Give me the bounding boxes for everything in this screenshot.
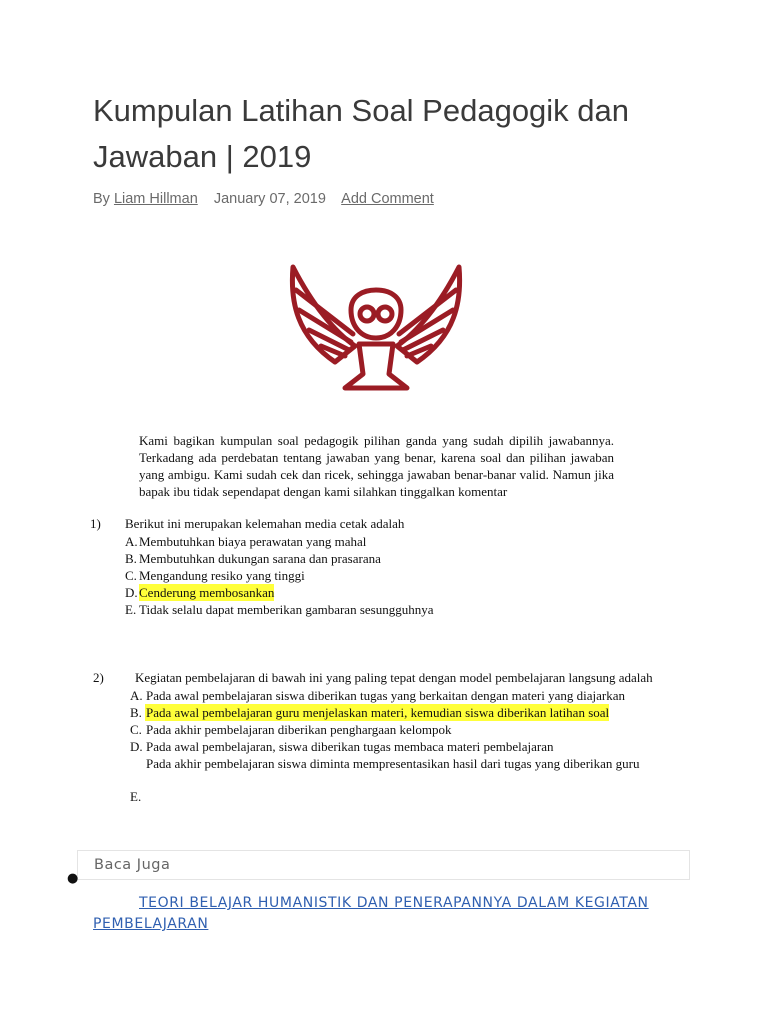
option-text: Mengandung resiko yang tinggi [139, 568, 305, 583]
byline [93, 191, 434, 207]
publish-date: January 07, 2019 [213, 191, 326, 207]
list-bullet: ● [67, 871, 79, 886]
option-text: Pada akhir pembelajaran diberikan penghargaan kelompok [146, 722, 452, 737]
option-text: Membutuhkan biaya perawatan yang mahal [139, 534, 367, 549]
correct-answer-highlight: Cenderung membosankan [139, 585, 275, 600]
option-letter: A. [130, 688, 143, 703]
owl-emblem-icon [287, 264, 465, 394]
baca-juga-box [77, 850, 690, 880]
question-text: Berikut ini merupakan kelemahan media cetak adalah [125, 516, 405, 531]
option-text: Pada awal pembelajaran siswa diberikan tugas yang berkaitan dengan materi yang diajarkan [146, 688, 626, 703]
add-comment-link[interactable]: Add Comment [341, 191, 434, 207]
option-letter: E. [130, 789, 142, 804]
option-text: Membutuhkan dukungan sarana dan prasarana [139, 551, 381, 566]
option-letter: D. [125, 585, 138, 600]
option-letter: B. [130, 705, 142, 720]
option-letter: E. [125, 602, 137, 617]
question-number: 2) [93, 670, 104, 685]
option-text: Pada awal pembelajaran, siswa diberikan tugas membaca materi pembelajaran [146, 739, 554, 754]
option-text: Tidak selalu dapat memberikan gambaran sesungguhnya [139, 602, 434, 617]
intro-paragraph: Kami bagikan kumpulan soal pedagogik pilihan ganda yang sudah dipilih jawabannya. Terkadang ada perdebatan tentang jawaban yang benar, karena soal dan pilihan jawaban yang ambigu. Kami sudah cek dan ricek, sehingga jawaban benar-banar valid. Namun jika bapak ibu tidak sependapat dengan kami silahkan tinggalkan komentar [139, 433, 614, 499]
option-letter: D. [130, 739, 143, 754]
author-link[interactable]: Liam Hillman [113, 191, 198, 207]
by-label: By [93, 191, 110, 207]
related-article-title: TEORI BELAJAR HUMANISTIK DAN PENERAPANNYA DALAM KEGIATAN PEMBELAJARAN [93, 895, 649, 932]
article-title: Kumpulan Latihan Soal Pedagogik dan Jawaban | 2019 [93, 93, 630, 174]
correct-answer-highlight: Pada awal pembelajaran guru menjelaskan materi, kemudian siswa diberikan latihan soal [146, 705, 610, 720]
question-number: 1) [90, 516, 101, 531]
option-letter: A. [125, 534, 138, 549]
option-letter: C. [125, 568, 137, 583]
baca-juga-heading: Baca Juga [94, 857, 171, 873]
related-article-link[interactable] [93, 895, 649, 932]
option-letter: C. [130, 722, 142, 737]
option-text: Pada akhir pembelajaran siswa diminta mempresentasikan hasil dari tugas yang diberikan guru [146, 756, 640, 771]
question-text: Kegiatan pembelajaran di bawah ini yang paling tepat dengan model pembelajaran langsung adalah [135, 670, 653, 685]
related-article [93, 893, 653, 935]
option-letter: B. [125, 551, 137, 566]
